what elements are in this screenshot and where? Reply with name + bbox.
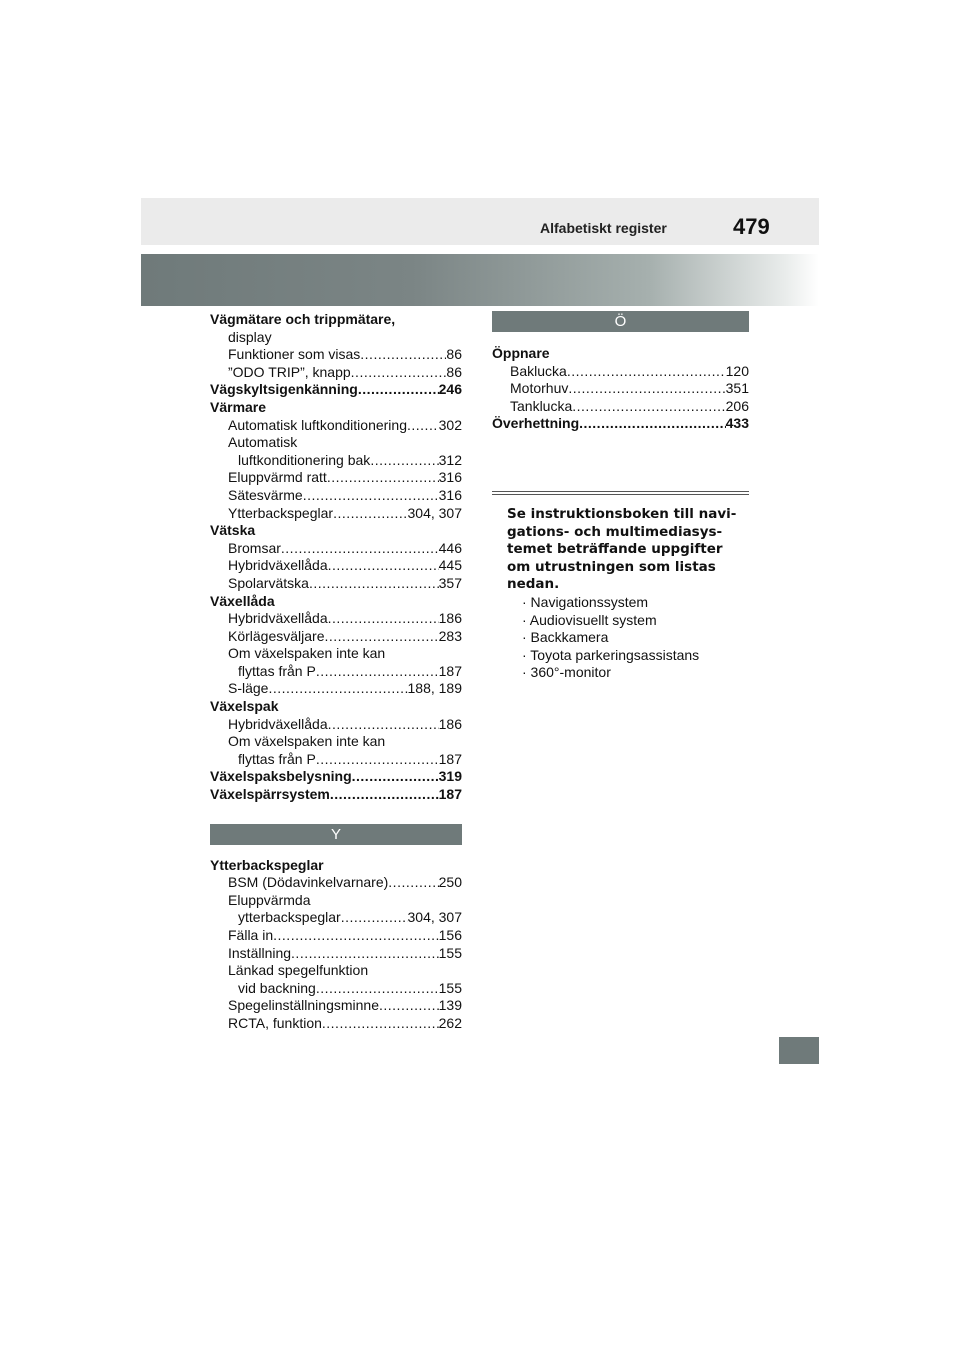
dot-leader (388, 874, 438, 892)
index-entry-sub (210, 680, 462, 698)
dot-leader (379, 997, 439, 1015)
entry-page: 316 (438, 486, 462, 503)
index-entry-main (210, 381, 462, 399)
dot-leader (567, 363, 726, 381)
divider-rule (492, 494, 749, 495)
dot-leader (358, 381, 439, 399)
entry-label: Bromsar (228, 539, 281, 556)
entry-page: 319 (438, 768, 462, 785)
entry-page: 304, 307 (407, 909, 462, 926)
entry-page: 283 (438, 627, 462, 644)
entry-page: 357 (438, 574, 462, 591)
note-title-line: gations- och multimediasys- (507, 523, 723, 540)
index-entry-sub (210, 874, 462, 892)
entry-label: Växelspärrsystem (210, 786, 330, 803)
entry-page: 155 (438, 979, 462, 996)
dot-leader (579, 415, 726, 433)
entry-label: Ytterbackspeglar (228, 504, 334, 521)
index-entry-sub (210, 997, 462, 1015)
dot-leader (370, 452, 438, 470)
index-entry-main (210, 768, 462, 786)
dot-leader (291, 945, 439, 963)
entry-label: Spolarvätska (228, 574, 309, 591)
entry-label: RCTA, funktion (228, 1014, 322, 1031)
index-entry-sub (210, 909, 462, 927)
index-entry-main (492, 415, 749, 433)
index-list-y (210, 857, 462, 1033)
header-title: Alfabetiskt register (540, 220, 667, 236)
index-entry-sub (210, 610, 462, 628)
dot-leader (328, 610, 439, 628)
index-entry-sub (492, 398, 749, 416)
index-entry-sub (210, 628, 462, 646)
index-entry-main (210, 786, 462, 804)
entry-label: Länkad spegelfunktion (228, 962, 369, 979)
index-entry-sub (210, 417, 462, 435)
index-entry-sub (492, 363, 749, 381)
index-entry-sub (210, 557, 462, 575)
entry-page: 446 (438, 539, 462, 556)
index-entry-main (210, 399, 462, 417)
index-entry-sub (210, 487, 462, 505)
index-entry-main (210, 593, 462, 611)
entry-page: 206 (725, 397, 749, 414)
entry-page: 262 (438, 1014, 462, 1031)
entry-label: Hybridväxellåda (228, 715, 328, 732)
entry-label: Sätesvärme (228, 486, 303, 503)
index-entry-sub (210, 945, 462, 963)
header-bar (141, 198, 819, 245)
left-index-column (210, 311, 462, 1033)
note-title (492, 506, 749, 594)
entry-page: 86 (446, 363, 462, 380)
note-title-line: om utrustningen som listas (507, 558, 716, 575)
index-entry-sub (210, 505, 462, 523)
index-entry-main (210, 522, 462, 540)
entry-page: 302 (438, 416, 462, 433)
entry-label: luftkonditionering bak (238, 451, 371, 468)
entry-label: Vägmätare och trippmätare, (210, 311, 396, 327)
dot-leader (351, 364, 447, 382)
dot-leader (328, 557, 439, 575)
note-title-line: nedan. (507, 576, 560, 593)
index-list-top (210, 311, 462, 804)
section-heading-o: Ö (492, 311, 749, 332)
note-title-line: Se instruktionsboken till navi- (507, 506, 737, 522)
index-entry-sub (210, 751, 462, 769)
entry-label: Baklucka (510, 362, 567, 379)
note-list-item: · 360°-monitor (522, 664, 611, 681)
entry-label: Överhettning (492, 415, 580, 432)
dot-leader (330, 786, 439, 804)
dot-leader (360, 346, 446, 364)
index-entry-main (210, 857, 462, 875)
dot-leader (325, 628, 439, 646)
dot-leader (322, 1015, 439, 1033)
section-thumb-tab (779, 1037, 819, 1064)
entry-label: Växelspak (210, 698, 279, 715)
entry-label: Tanklucka (510, 397, 573, 414)
index-entry-sub (210, 645, 462, 663)
entry-label: BSM (Dödavinkelvarnare) (228, 874, 389, 891)
entry-label: Eluppvärmda (228, 891, 311, 908)
entry-label: Vätska (210, 522, 256, 539)
note-list-item: · Backkamera (522, 629, 609, 646)
note-list-item: · Audiovisuellt system (522, 611, 657, 628)
spacer (210, 845, 462, 857)
entry-page: 351 (725, 380, 749, 397)
entry-label: ytterbackspeglar (238, 909, 341, 926)
index-entry-sub (210, 1015, 462, 1033)
entry-label: S-läge (228, 680, 269, 697)
entry-label: Hybridväxellåda (228, 610, 328, 627)
entry-page: 86 (446, 346, 462, 363)
entry-page: 312 (438, 451, 462, 468)
index-entry-sub (210, 329, 462, 347)
decorative-gradient-band (141, 254, 819, 306)
dot-leader (328, 716, 439, 734)
spacer (492, 332, 749, 345)
entry-label: Inställning (228, 944, 292, 961)
dot-leader (303, 487, 439, 505)
dot-leader (333, 505, 407, 523)
dot-leader (316, 751, 439, 769)
entry-label: Om växelspaken inte kan (228, 645, 386, 662)
index-entry-sub (210, 364, 462, 382)
entry-page: 120 (725, 362, 749, 379)
entry-page: 304, 307 (407, 504, 462, 521)
entry-page: 156 (438, 927, 462, 943)
dot-leader (572, 398, 725, 416)
entry-label: Växellåda (210, 592, 275, 609)
index-entry-sub (210, 980, 462, 998)
dot-leader (568, 380, 725, 398)
entry-label: Motorhuv (510, 380, 569, 397)
index-entry-sub (210, 540, 462, 558)
entry-label: Öppnare (492, 345, 550, 361)
index-entry-main (210, 311, 462, 329)
index-entry-main (492, 345, 749, 363)
dot-leader (281, 540, 439, 558)
entry-label: Funktioner som visas (228, 346, 361, 363)
divider-rule (492, 491, 749, 492)
entry-page: 246 (438, 381, 462, 398)
entry-page: 186 (438, 610, 462, 627)
entry-page: 139 (438, 997, 462, 1014)
entry-label: Spegelinställningsminne (228, 997, 379, 1014)
index-entry-sub (210, 575, 462, 593)
note-title-line: temet beträffande uppgifter (507, 541, 723, 558)
index-entry-sub (492, 380, 749, 398)
entry-page: 155 (438, 944, 462, 961)
entry-label: flyttas från P (238, 662, 316, 679)
entry-label: vid backning (238, 979, 316, 996)
entry-label: Värmare (210, 398, 267, 415)
dot-leader (316, 663, 439, 681)
dot-leader (352, 768, 439, 786)
entry-label: Om växelspaken inte kan (228, 733, 386, 750)
entry-page: 445 (438, 557, 462, 574)
index-entry-sub (210, 892, 462, 910)
entry-label: Växelspaksbelysning (210, 768, 352, 785)
right-index-column (492, 311, 749, 433)
entry-label: display (228, 328, 272, 345)
index-entry-sub (210, 663, 462, 681)
index-entry-sub (210, 733, 462, 751)
entry-page: 188, 189 (407, 680, 462, 697)
index-entry-sub (210, 927, 462, 945)
dot-leader (273, 927, 439, 945)
section-heading-y: Y (210, 824, 462, 845)
entry-label: Ytterbackspeglar (210, 856, 324, 873)
entry-label: Vägskyltsigenkänning (210, 381, 358, 398)
index-entry-main (210, 698, 462, 716)
entry-label: Fälla in (228, 927, 274, 943)
entry-page: 187 (438, 786, 462, 803)
dot-leader (268, 680, 407, 698)
dot-leader (316, 980, 439, 998)
page-number: 479 (733, 214, 770, 239)
index-entry-sub (210, 962, 462, 980)
dot-leader (327, 469, 439, 487)
note-list-item: · Toyota parkeringsassistans (522, 646, 700, 663)
entry-label: Automatisk (228, 434, 298, 451)
entry-page: 433 (725, 415, 749, 432)
index-entry-sub (210, 346, 462, 364)
entry-label: Eluppvärmd ratt (228, 469, 327, 486)
entry-label: Hybridväxellåda (228, 557, 328, 574)
entry-page: 250 (438, 874, 462, 891)
entry-page: 187 (438, 662, 462, 679)
dot-leader (407, 417, 439, 435)
entry-page: 187 (438, 750, 462, 767)
entry-label: flyttas från P (238, 750, 316, 767)
index-list-o (492, 345, 749, 433)
index-entry-sub (210, 716, 462, 734)
index-entry-sub (210, 452, 462, 470)
index-entry-sub (210, 434, 462, 452)
navigation-note (492, 506, 749, 682)
index-entry-sub (210, 469, 462, 487)
entry-label: Körlägesväljare (228, 627, 325, 644)
entry-page: 316 (438, 469, 462, 486)
entry-page: 186 (438, 715, 462, 732)
spacer (210, 804, 462, 824)
dot-leader (309, 575, 439, 593)
entry-label: Automatisk luftkonditionering (228, 416, 407, 433)
note-list-item: · Navigationssystem (522, 593, 649, 610)
entry-label: ”ODO TRIP”, knapp (228, 363, 351, 380)
dot-leader (341, 909, 408, 927)
